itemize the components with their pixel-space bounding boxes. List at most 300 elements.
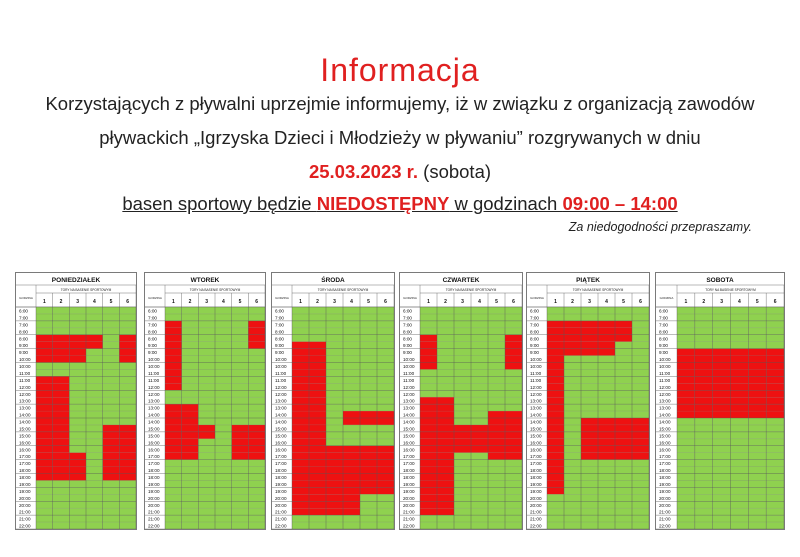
- free-cell: [598, 460, 615, 467]
- busy-cell: [86, 335, 103, 342]
- busy-cell: [119, 439, 136, 446]
- free-cell: [488, 356, 505, 363]
- lane-number: 1: [427, 299, 430, 305]
- free-cell: [581, 369, 598, 376]
- lane-number: 1: [171, 299, 175, 305]
- free-cell: [564, 397, 581, 404]
- free-cell: [731, 314, 749, 321]
- free-cell: [232, 376, 249, 383]
- free-cell: [713, 328, 731, 335]
- free-cell: [119, 376, 136, 383]
- free-cell: [232, 474, 249, 481]
- free-cell: [748, 314, 766, 321]
- free-cell: [198, 508, 215, 515]
- free-cell: [695, 418, 713, 425]
- busy-cell: [420, 501, 437, 508]
- closure-middle: w godzinach: [449, 193, 563, 214]
- free-cell: [488, 321, 505, 328]
- busy-cell: [165, 342, 182, 349]
- free-cell: [695, 432, 713, 439]
- busy-cell: [695, 376, 713, 383]
- free-cell: [165, 460, 182, 467]
- free-cell: [505, 508, 522, 515]
- busy-cell: [343, 453, 360, 460]
- busy-cell: [748, 404, 766, 411]
- free-cell: [86, 411, 103, 418]
- busy-cell: [454, 425, 471, 432]
- free-cell: [471, 474, 488, 481]
- free-cell: [360, 376, 377, 383]
- busy-cell: [505, 446, 522, 453]
- busy-cell: [309, 494, 326, 501]
- time-label: 13:00: [275, 398, 287, 404]
- lane-number: 6: [512, 299, 515, 305]
- free-cell: [377, 314, 394, 321]
- free-cell: [248, 369, 265, 376]
- free-cell: [248, 501, 265, 508]
- busy-cell: [632, 439, 649, 446]
- free-cell: [232, 508, 249, 515]
- busy-cell: [119, 453, 136, 460]
- free-cell: [748, 480, 766, 487]
- busy-cell: [547, 418, 564, 425]
- busy-cell: [615, 432, 632, 439]
- free-cell: [454, 321, 471, 328]
- time-label: 13:00: [659, 405, 671, 411]
- free-cell: [360, 335, 377, 342]
- busy-cell: [53, 432, 70, 439]
- busy-cell: [547, 356, 564, 363]
- free-cell: [326, 404, 343, 411]
- free-cell: [731, 432, 749, 439]
- free-cell: [36, 522, 53, 529]
- free-cell: [731, 418, 749, 425]
- free-cell: [766, 307, 784, 314]
- free-cell: [505, 321, 522, 328]
- busy-cell: [677, 363, 695, 370]
- busy-cell: [677, 404, 695, 411]
- free-cell: [695, 487, 713, 494]
- free-cell: [564, 307, 581, 314]
- busy-cell: [103, 432, 120, 439]
- free-cell: [377, 390, 394, 397]
- free-cell: [53, 328, 70, 335]
- free-cell: [119, 369, 136, 376]
- free-cell: [119, 383, 136, 390]
- busy-cell: [615, 453, 632, 460]
- free-cell: [677, 328, 695, 335]
- busy-cell: [766, 411, 784, 418]
- free-cell: [471, 335, 488, 342]
- free-cell: [182, 369, 199, 376]
- hour-header: GODZINA: [148, 296, 162, 300]
- free-cell: [377, 369, 394, 376]
- free-cell: [471, 494, 488, 501]
- time-label: 12:00: [148, 384, 160, 390]
- time-label: 9:00: [403, 350, 412, 356]
- free-cell: [119, 390, 136, 397]
- free-cell: [69, 425, 86, 432]
- time-label: 19:00: [19, 481, 31, 487]
- busy-cell: [598, 439, 615, 446]
- free-cell: [326, 515, 343, 522]
- free-cell: [632, 314, 649, 321]
- busy-cell: [165, 453, 182, 460]
- lane-number: 2: [702, 299, 706, 305]
- free-cell: [198, 515, 215, 522]
- free-cell: [232, 328, 249, 335]
- free-cell: [165, 487, 182, 494]
- free-cell: [564, 487, 581, 494]
- busy-cell: [547, 432, 564, 439]
- free-cell: [766, 439, 784, 446]
- free-cell: [36, 321, 53, 328]
- free-cell: [343, 363, 360, 370]
- busy-cell: [36, 446, 53, 453]
- busy-cell: [326, 446, 343, 453]
- time-label: 19:00: [530, 481, 542, 487]
- free-cell: [695, 425, 713, 432]
- time-label: 12:00: [19, 391, 31, 397]
- free-cell: [198, 383, 215, 390]
- free-cell: [713, 487, 731, 494]
- free-cell: [677, 314, 695, 321]
- busy-cell: [713, 349, 731, 356]
- busy-cell: [182, 425, 199, 432]
- busy-cell: [420, 411, 437, 418]
- free-cell: [488, 515, 505, 522]
- free-cell: [103, 369, 120, 376]
- busy-cell: [420, 494, 437, 501]
- lane-number: 5: [367, 299, 370, 305]
- busy-cell: [505, 439, 522, 446]
- time-label: 21:00: [19, 509, 31, 515]
- free-cell: [454, 453, 471, 460]
- time-label: 9:00: [275, 350, 284, 356]
- free-cell: [695, 467, 713, 474]
- free-cell: [713, 439, 731, 446]
- free-cell: [615, 508, 632, 515]
- free-cell: [748, 307, 766, 314]
- free-cell: [731, 508, 749, 515]
- free-cell: [309, 328, 326, 335]
- free-cell: [215, 474, 232, 481]
- free-cell: [69, 432, 86, 439]
- free-cell: [326, 349, 343, 356]
- free-cell: [615, 515, 632, 522]
- free-cell: [632, 335, 649, 342]
- busy-cell: [547, 411, 564, 418]
- apology-note: Za niedogodności przepraszamy.: [568, 220, 752, 234]
- time-label: 7:00: [659, 315, 668, 321]
- time-label: 13:00: [148, 405, 160, 411]
- free-cell: [292, 335, 309, 342]
- free-cell: [615, 356, 632, 363]
- busy-cell: [69, 349, 86, 356]
- busy-cell: [309, 411, 326, 418]
- time-label: 14:00: [659, 412, 671, 418]
- schedule-grid-friday: [527, 273, 649, 529]
- time-label: 17:00: [19, 454, 31, 460]
- free-cell: [488, 501, 505, 508]
- free-cell: [248, 522, 265, 529]
- free-cell: [677, 432, 695, 439]
- free-cell: [215, 321, 232, 328]
- time-label: 21:00: [148, 516, 160, 522]
- free-cell: [454, 342, 471, 349]
- free-cell: [437, 522, 454, 529]
- free-cell: [766, 487, 784, 494]
- free-cell: [598, 487, 615, 494]
- free-cell: [165, 307, 182, 314]
- free-cell: [86, 307, 103, 314]
- free-cell: [748, 321, 766, 328]
- busy-cell: [766, 369, 784, 376]
- time-label: 14:00: [148, 419, 160, 425]
- free-cell: [437, 307, 454, 314]
- time-label: 9:00: [403, 343, 412, 349]
- free-cell: [766, 522, 784, 529]
- time-label: 18:00: [403, 468, 415, 474]
- time-label: 14:00: [275, 412, 287, 418]
- free-cell: [232, 369, 249, 376]
- time-label: 17:00: [275, 454, 287, 460]
- busy-cell: [677, 411, 695, 418]
- free-cell: [748, 515, 766, 522]
- time-label: 15:00: [659, 433, 671, 439]
- busy-cell: [326, 508, 343, 515]
- day-title: CZWARTEK: [442, 277, 480, 284]
- free-cell: [343, 349, 360, 356]
- lane-number: 4: [350, 299, 353, 305]
- busy-cell: [309, 404, 326, 411]
- free-cell: [766, 453, 784, 460]
- busy-cell: [748, 376, 766, 383]
- busy-cell: [437, 432, 454, 439]
- busy-cell: [505, 349, 522, 356]
- free-cell: [198, 501, 215, 508]
- busy-cell: [309, 453, 326, 460]
- busy-cell: [292, 425, 309, 432]
- busy-cell: [695, 349, 713, 356]
- busy-cell: [292, 480, 309, 487]
- free-cell: [677, 321, 695, 328]
- busy-cell: [471, 432, 488, 439]
- busy-cell: [165, 425, 182, 432]
- free-cell: [731, 480, 749, 487]
- time-label: 20:00: [659, 495, 671, 501]
- free-cell: [69, 376, 86, 383]
- free-cell: [165, 501, 182, 508]
- free-cell: [343, 356, 360, 363]
- free-cell: [488, 508, 505, 515]
- free-cell: [69, 383, 86, 390]
- free-cell: [232, 335, 249, 342]
- free-cell: [86, 522, 103, 529]
- busy-cell: [343, 501, 360, 508]
- hour-header: GODZINA: [19, 296, 33, 300]
- busy-cell: [581, 328, 598, 335]
- free-cell: [248, 480, 265, 487]
- free-cell: [198, 307, 215, 314]
- free-cell: [766, 467, 784, 474]
- busy-cell: [420, 508, 437, 515]
- notice-closure-line: [0, 192, 800, 216]
- free-cell: [581, 460, 598, 467]
- lane-number: 3: [461, 299, 464, 305]
- free-cell: [632, 307, 649, 314]
- busy-cell: [598, 335, 615, 342]
- time-label: 10:00: [530, 357, 542, 363]
- free-cell: [103, 335, 120, 342]
- free-cell: [564, 432, 581, 439]
- free-cell: [581, 474, 598, 481]
- busy-cell: [471, 425, 488, 432]
- free-cell: [198, 487, 215, 494]
- busy-cell: [309, 349, 326, 356]
- time-label: 20:00: [403, 502, 415, 508]
- free-cell: [119, 508, 136, 515]
- busy-cell: [581, 349, 598, 356]
- free-cell: [377, 425, 394, 432]
- busy-cell: [326, 453, 343, 460]
- free-cell: [119, 314, 136, 321]
- free-cell: [360, 314, 377, 321]
- free-cell: [564, 515, 581, 522]
- lane-number: 3: [205, 299, 209, 305]
- busy-cell: [309, 446, 326, 453]
- free-cell: [505, 328, 522, 335]
- busy-cell: [420, 404, 437, 411]
- free-cell: [182, 307, 199, 314]
- time-label: 8:00: [530, 329, 539, 335]
- time-label: 21:00: [659, 509, 671, 515]
- busy-cell: [713, 383, 731, 390]
- time-label: 17:00: [148, 454, 160, 460]
- free-cell: [615, 307, 632, 314]
- busy-cell: [198, 425, 215, 432]
- free-cell: [713, 446, 731, 453]
- free-cell: [232, 467, 249, 474]
- free-cell: [53, 501, 70, 508]
- busy-cell: [309, 501, 326, 508]
- free-cell: [748, 446, 766, 453]
- free-cell: [564, 453, 581, 460]
- free-cell: [488, 494, 505, 501]
- free-cell: [232, 418, 249, 425]
- busy-cell: [377, 474, 394, 481]
- free-cell: [360, 439, 377, 446]
- busy-cell: [598, 425, 615, 432]
- free-cell: [454, 383, 471, 390]
- time-label: 14:00: [659, 419, 671, 425]
- free-cell: [53, 494, 70, 501]
- busy-cell: [564, 349, 581, 356]
- busy-cell: [437, 425, 454, 432]
- free-cell: [454, 515, 471, 522]
- busy-cell: [182, 453, 199, 460]
- free-cell: [488, 363, 505, 370]
- busy-cell: [766, 363, 784, 370]
- busy-cell: [731, 369, 749, 376]
- free-cell: [326, 425, 343, 432]
- free-cell: [471, 453, 488, 460]
- free-cell: [581, 363, 598, 370]
- busy-cell: [695, 363, 713, 370]
- free-cell: [215, 446, 232, 453]
- free-cell: [632, 390, 649, 397]
- busy-cell: [598, 432, 615, 439]
- time-label: 19:00: [530, 488, 542, 494]
- free-cell: [731, 439, 749, 446]
- free-cell: [505, 467, 522, 474]
- busy-cell: [677, 356, 695, 363]
- busy-cell: [488, 418, 505, 425]
- busy-cell: [309, 439, 326, 446]
- free-cell: [165, 494, 182, 501]
- free-cell: [343, 515, 360, 522]
- busy-cell: [119, 425, 136, 432]
- busy-cell: [547, 439, 564, 446]
- free-cell: [182, 390, 199, 397]
- free-cell: [248, 508, 265, 515]
- lane-number: 1: [684, 299, 688, 305]
- free-cell: [248, 383, 265, 390]
- time-label: 21:00: [148, 509, 160, 515]
- free-cell: [488, 522, 505, 529]
- busy-cell: [766, 349, 784, 356]
- free-cell: [615, 342, 632, 349]
- free-cell: [615, 411, 632, 418]
- free-cell: [547, 314, 564, 321]
- free-cell: [198, 480, 215, 487]
- free-cell: [632, 342, 649, 349]
- time-label: 17:00: [403, 461, 415, 467]
- busy-cell: [53, 439, 70, 446]
- free-cell: [564, 460, 581, 467]
- free-cell: [748, 501, 766, 508]
- busy-cell: [564, 321, 581, 328]
- free-cell: [695, 474, 713, 481]
- free-cell: [615, 390, 632, 397]
- busy-cell: [248, 432, 265, 439]
- free-cell: [598, 480, 615, 487]
- busy-cell: [695, 390, 713, 397]
- free-cell: [215, 418, 232, 425]
- free-cell: [713, 460, 731, 467]
- free-cell: [564, 446, 581, 453]
- free-cell: [598, 397, 615, 404]
- time-label: 16:00: [659, 447, 671, 453]
- busy-cell: [454, 439, 471, 446]
- busy-cell: [420, 349, 437, 356]
- time-label: 8:00: [19, 329, 28, 335]
- busy-cell: [292, 474, 309, 481]
- free-cell: [632, 404, 649, 411]
- free-cell: [215, 522, 232, 529]
- free-cell: [215, 335, 232, 342]
- time-label: 17:00: [659, 461, 671, 467]
- busy-cell: [292, 363, 309, 370]
- busy-cell: [505, 356, 522, 363]
- busy-cell: [53, 349, 70, 356]
- busy-cell: [695, 369, 713, 376]
- busy-cell: [326, 487, 343, 494]
- free-cell: [731, 307, 749, 314]
- free-cell: [198, 418, 215, 425]
- free-cell: [581, 487, 598, 494]
- time-label: 10:00: [148, 364, 160, 370]
